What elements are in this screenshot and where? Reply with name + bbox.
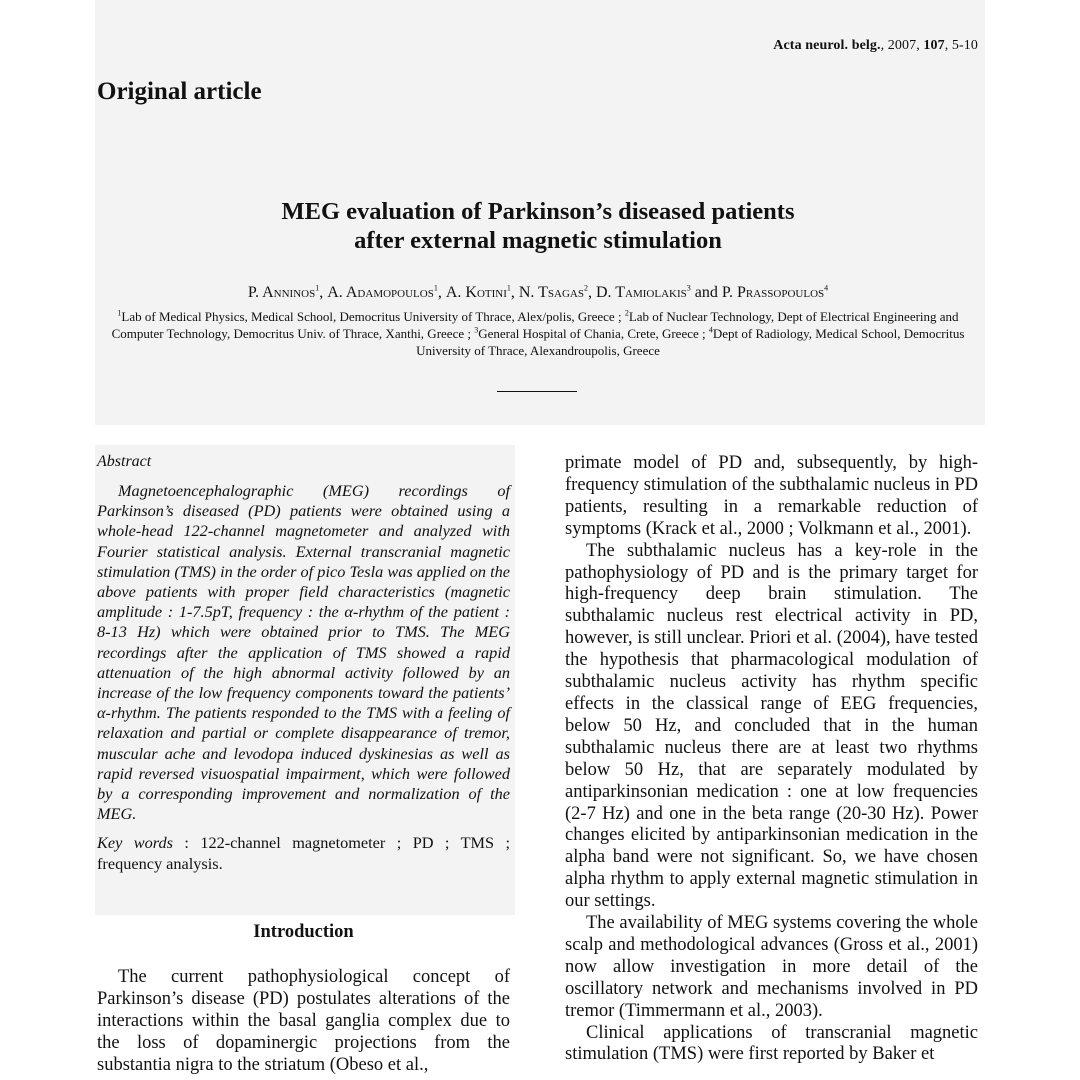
author-affiliation-mark: 1 xyxy=(506,283,511,293)
journal-name: Acta neurol. belg. xyxy=(773,38,881,53)
journal-reference xyxy=(773,38,978,54)
author-name: A. Adamopoulos xyxy=(327,284,434,301)
author-affiliation-mark: 4 xyxy=(824,283,829,293)
affiliation-mark: 3 xyxy=(474,325,479,335)
title-line-1: MEG evaluation of Parkinson’s diseased patients xyxy=(281,198,795,225)
affiliation-mark: 1 xyxy=(117,308,122,318)
abstract-heading: Abstract xyxy=(97,453,152,470)
author-name: N. Tsagas xyxy=(518,284,584,301)
right-column xyxy=(565,453,978,1066)
author-name: P. Anninos xyxy=(247,284,316,301)
affiliation-text: Lab of Medical Physics, Medical School, Democritus University of Thrace, Alex/polis, Greece ; xyxy=(121,309,625,324)
affiliation-text: Dept of Radiology, Medical School, Democritus University of Thrace, Alexandroupolis, Greece xyxy=(416,326,965,358)
right-paragraph-1: primate model of PD and, subsequently, by high-frequency stimulation of the subthalamic nucleus in PD patients, resulting in a remarkable reduction of symptoms (Krack et al., 2000 ; Volkmann et al., 2001). xyxy=(565,453,978,539)
author-affiliation-mark: 1 xyxy=(433,283,438,293)
keywords-text: : 122-channel magnetometer ; PD ; TMS ; frequency analysis. xyxy=(97,833,511,873)
journal-volume: 107 xyxy=(923,38,945,53)
author-name: D. Tamiolakis xyxy=(595,284,687,301)
affiliation-mark: 2 xyxy=(624,308,629,318)
journal-year: , 2007, xyxy=(880,38,924,53)
affiliation-text: Lab of Nuclear Technology, Dept of Electrical Engineering and Computer Technology, Democritus Univ. of Thrace, Xanthi, Greece ; xyxy=(111,309,959,341)
author-affiliation-mark: 2 xyxy=(583,283,588,293)
header-divider xyxy=(497,391,577,392)
author-name: A. Kotini xyxy=(445,284,507,301)
affiliations xyxy=(100,308,976,359)
left-column xyxy=(97,453,510,1076)
keywords xyxy=(97,833,510,873)
article-type: Original article xyxy=(97,78,262,105)
author-affiliation-mark: 1 xyxy=(315,283,320,293)
article-title xyxy=(140,197,936,255)
introduction-heading: Introduction xyxy=(253,921,354,942)
affiliation-text: General Hospital of Chania, Crete, Greece ; xyxy=(478,326,709,341)
journal-pages: , 5-10 xyxy=(944,38,978,53)
author-list: P. Anninos$^1$, A. Adamopoulos$^1$, A. Kotini$^1$, N. Tsagas$^2$, D. Tamiolakis$^3$ and P. Prassopoulos$^4$ xyxy=(247,283,829,301)
keywords-label: Key words xyxy=(97,833,173,853)
authors-and: and xyxy=(694,284,718,301)
author-name: P. Prassopoulos xyxy=(721,284,825,301)
right-paragraph-4: Clinical applications of transcranial magnetic stimulation (TMS) were first reported by Baker et xyxy=(565,1022,978,1065)
author-affiliation-mark: 3 xyxy=(686,283,691,293)
title-line-2: after external magnetic stimulation xyxy=(354,227,722,254)
affiliation-mark: 4 xyxy=(708,325,713,335)
introduction-text: The current pathophysiological concept of Parkinson’s disease (PD) postulates alterations of the interactions within the basal ganglia complex due to the loss of dopaminergic projections from the substantia nigra to the striatum (Obeso et al., xyxy=(97,966,510,1075)
abstract-text: Magnetoencephalographic (MEG) recordings of Parkinson’s diseased (PD) patients were obtained using a whole-head 122-channel magnetometer and analyzed with Fourier statistical analysis. External transcranial magnetic stimulation (TMS) in the order of pico Tesla was applied on the above patients with proper field characteristics (magnetic amplitude : 1-7.5pT, frequency : the α-rhythm of the patient : 8-13 Hz) which were obtained prior to TMS. The MEG recordings after the application of TMS showed a rapid attenuation of the high abnormal activity followed by an increase of the low frequency components toward the patients’ α-rhythm. The patients responded to the TMS with a feeling of relaxation and partial or complete disappearance of tremor, muscular ache and levodopa induced dyskinesias as well as rapid reversed visuospatial impairment, which were followed by a corresponding improvement and normalization of the MEG. xyxy=(97,481,510,824)
right-paragraph-2: The subthalamic nucleus has a key-role in the pathophysiology of PD and is the primary target for high-frequency deep brain stimulation. The subthalamic nucleus rest electrical activity in PD, however, is still unclear. Priori et al. (2004), have tested the hypothesis that pharmacological modulation of subthalamic nucleus activity has rhythm specific effects in the classical range of EEG frequencies, below 50 Hz, and concluded that in the human subthalamic nucleus there are at least two rhythms below 50 Hz, that are separately modulated by antiparkinsonian medication : one at low frequencies (2-7 Hz) and one in the beta range (20-30 Hz). Power changes elicited by antiparkinsonian medication in the alpha band were not significant. So, we have chosen alpha rhythm to apply external magnetic stimulation in our settings. xyxy=(565,540,978,912)
right-paragraph-3: The availability of MEG systems covering the whole scalp and methodological advances (Gross et al., 2001) now allow investigation in more detail of the oscillatory network and mechanisms involved in PD tremor (Timmermann et al., 2003). xyxy=(565,913,979,1021)
